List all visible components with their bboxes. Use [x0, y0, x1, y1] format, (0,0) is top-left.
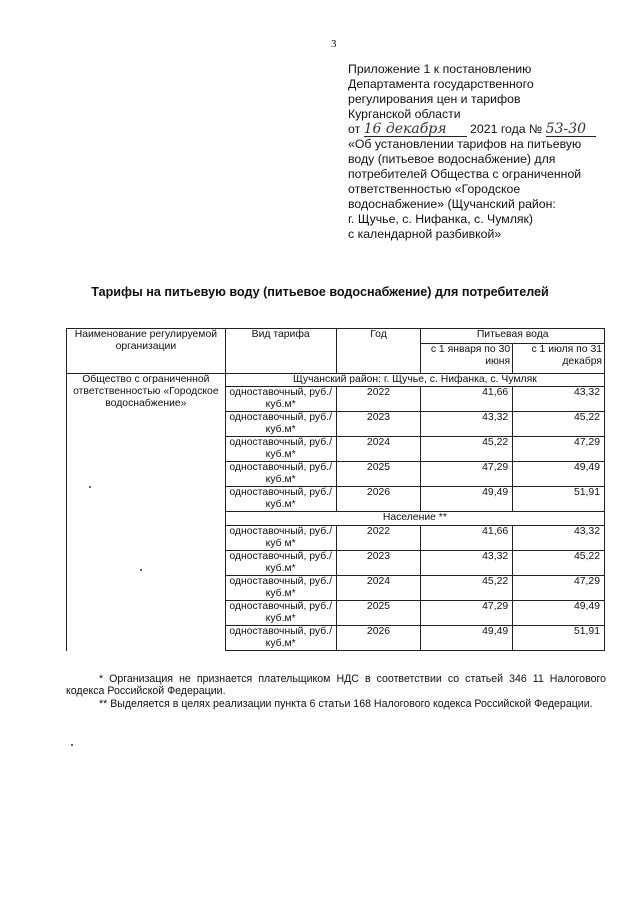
tariff-period1-cell: 41,66 [421, 387, 513, 412]
appendix-line: Департамента государственного [348, 77, 534, 91]
tariff-period2-cell: 45,22 [513, 412, 605, 437]
tariff-type-cell: одноставочный, руб./куб.м* [225, 437, 336, 462]
tariff-period1-cell: 41,66 [421, 526, 513, 551]
appendix-subject-line: г. Щучье, с. Нифанка, с. Чумляк) [348, 212, 533, 226]
year-cell: 2026 [336, 626, 421, 651]
tariff-table [66, 328, 605, 651]
page-number: 3 [331, 38, 337, 50]
footnotes [66, 673, 606, 710]
year-cell: 2025 [336, 462, 421, 487]
tariff-period1-cell: 43,32 [421, 412, 513, 437]
appendix-subject-line: «Об установлении тарифов на питьевую [348, 137, 582, 151]
tariff-period1-cell: 47,29 [421, 462, 513, 487]
tariff-period1-cell: 49,49 [421, 626, 513, 651]
appendix-subject-line: воду (питьевое водоснабжение) для [348, 152, 556, 166]
year-cell: 2022 [336, 387, 421, 412]
year-cell: 2022 [336, 526, 421, 551]
appendix-subject-line: водоснабжение» (Щучанский район: [348, 197, 556, 211]
tariff-period2-cell: 43,32 [513, 526, 605, 551]
handwritten-date: 16 декабря [363, 121, 447, 137]
tariff-type-cell: одноставочный, руб./куб м* [225, 526, 336, 551]
appendix-date-line [348, 122, 618, 137]
section-label: Щучанский район: г. Щучье, с. Нифанка, с. Чумляк [225, 374, 604, 387]
tariff-type-cell: одноставочный, руб./куб.м* [225, 487, 336, 512]
tariff-period2-cell: 49,49 [513, 462, 605, 487]
year-cell: 2025 [336, 601, 421, 626]
appendix-subject-line: потребителей Общества с ограниченной [348, 167, 582, 181]
tariff-period1-cell: 45,22 [421, 437, 513, 462]
header-org: Наименование регулируемой организации [67, 329, 226, 374]
tariff-type-cell: одноставочный, руб./куб.м* [225, 576, 336, 601]
appendix-line: Приложение 1 к постановлению [348, 62, 532, 76]
scan-speck [71, 744, 73, 746]
tariff-period2-cell: 45,22 [513, 551, 605, 576]
tariff-period2-cell: 47,29 [513, 576, 605, 601]
header-row [67, 329, 605, 344]
appendix-subject-line: ответственностью «Городское [348, 182, 521, 196]
tariff-period2-cell: 51,91 [513, 626, 605, 651]
appendix-line: регулирования цен и тарифов [348, 92, 521, 106]
document-title: Тарифы на питьевую воду (питьевое водоснабжение) для потребителей [91, 285, 549, 299]
date-suffix: 2021 года № [470, 122, 543, 136]
date-prefix: от [348, 122, 361, 136]
number-field [546, 123, 596, 137]
tariff-type-cell: одноставочный, руб./куб.м* [225, 462, 336, 487]
year-cell: 2023 [336, 551, 421, 576]
appendix-subject-line: с календарной разбивкой» [348, 227, 502, 241]
tariff-type-cell: одноставочный, руб./куб.м* [225, 601, 336, 626]
handwritten-number: 53-30 [545, 121, 587, 137]
tariff-type-cell: одноставочный, руб./куб.м* [225, 551, 336, 576]
tariff-type-cell: одноставочный, руб./куб.м* [225, 626, 336, 651]
section-row [67, 374, 605, 387]
year-cell: 2023 [336, 412, 421, 437]
year-cell: 2024 [336, 576, 421, 601]
appendix-block [348, 62, 618, 242]
org-name-cell: Общество с ограниченной ответственностью «Городское водоснабжение» [67, 374, 226, 651]
tariff-period2-cell: 51,91 [513, 487, 605, 512]
scan-speck [140, 569, 142, 571]
tariff-period2-cell: 43,32 [513, 387, 605, 412]
tariff-period1-cell: 47,29 [421, 601, 513, 626]
footnote: * Организация не признается плательщиком НДС в соответствии со статьей 346 11 Налогового кодекса Российской Федерации. [66, 673, 606, 698]
scan-speck [89, 486, 91, 488]
tariff-period1-cell: 49,49 [421, 487, 513, 512]
tariff-period1-cell: 45,22 [421, 576, 513, 601]
tariff-type-cell: одноставочный, руб./куб.м* [225, 387, 336, 412]
tariff-type-cell: одноставочный, руб./куб.м* [225, 412, 336, 437]
footnote: ** Выделяется в целях реализации пункта 6 статьи 168 Налогового кодекса Российской Федерации. [99, 697, 593, 710]
header-year: Год [336, 329, 421, 374]
header-period1: с 1 января по 30 июня [421, 344, 513, 374]
year-cell: 2024 [336, 437, 421, 462]
tariff-period2-cell: 49,49 [513, 601, 605, 626]
header-water: Питьевая вода [421, 329, 605, 344]
tariff-period2-cell: 47,29 [513, 437, 605, 462]
header-tariff-type: Вид тарифа [225, 329, 336, 374]
section-label: Население ** [225, 512, 604, 526]
header-period2: с 1 июля по 31 декабря [513, 344, 605, 374]
date-field [364, 123, 467, 137]
year-cell: 2026 [336, 487, 421, 512]
appendix-line: Курганской области [348, 107, 461, 121]
tariff-period1-cell: 43,32 [421, 551, 513, 576]
